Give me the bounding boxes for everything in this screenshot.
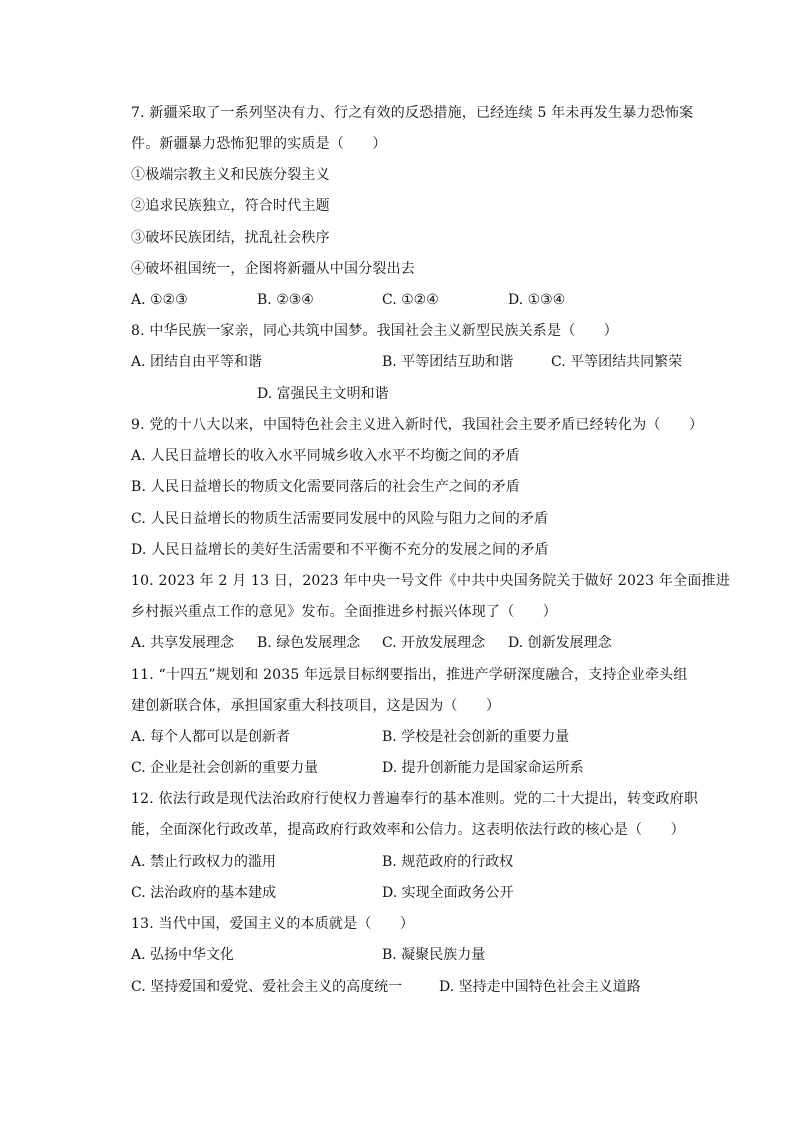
q11-option-d: D. 提升创新能力是国家命运所系 xyxy=(382,760,584,776)
q12-option-d: D. 实现全面政务公开 xyxy=(382,885,514,901)
q9-option-c: C. 人民日益增长的物质生活需要同发展中的风险与阻力之间的矛盾 xyxy=(131,511,549,527)
q12-option-c: C. 法治政府的基本建成 xyxy=(131,885,277,901)
q10-stem-line-2: 乡村振兴重点工作的意见》发布。全面推进乡村振兴体现了（ ） xyxy=(131,604,557,620)
q10-stem-line-1: 10. 2023 年 2 月 13 日，2023 年中央一号文件《中共中央国务院关于做好 2023 年全面推进 xyxy=(131,573,730,589)
q7-item-1: ①极端宗教主义和民族分裂主义 xyxy=(131,167,330,183)
q7-item-4: ④破坏祖国统一，企图将新疆从中国分裂出去 xyxy=(131,261,415,277)
q12-option-b: B. 规范政府的行政权 xyxy=(382,854,514,870)
q13-stem: 13. 当代中国，爱国主义的本质就是（ ） xyxy=(131,916,415,932)
q7-stem-line-2: 件。新疆暴力恐怖犯罪的实质是（ ） xyxy=(131,136,387,152)
q10-option-d: D. 创新发展理念 xyxy=(508,635,612,651)
q8-option-c: C. 平等团结共同繁荣 xyxy=(551,354,683,370)
q13-option-a: A. 弘扬中华文化 xyxy=(131,947,235,963)
q11-stem-line-1: 11. “十四五”规划和 2035 年远景目标纲要指出，推进产学研深度融合，支持企业牵头组 xyxy=(131,667,688,683)
q7-option-a: A. ①②③ xyxy=(131,292,188,308)
q13-option-c: C. 坚持爱国和爱党、爱社会主义的高度统一 xyxy=(131,979,403,995)
q7-item-3: ③破坏民族团结，扰乱社会秩序 xyxy=(131,230,330,246)
q7-option-b: B. ②③④ xyxy=(257,292,314,308)
q11-stem-line-2: 建创新联合体，承担国家重大科技项目，这是因为（ ） xyxy=(131,698,501,714)
q9-option-b: B. 人民日益增长的物质文化需要同落后的社会生产之间的矛盾 xyxy=(131,479,520,495)
q12-option-a: A. 禁止行政权力的滥用 xyxy=(131,854,277,870)
q7-item-2: ②追求民族独立，符合时代主题 xyxy=(131,198,330,214)
q7-option-d: D. ①③④ xyxy=(508,292,566,308)
q12-stem-line-1: 12. 依法行政是现代法治政府行使权力普遍奉行的基本准则。党的二十大提出，转变政府职 xyxy=(131,791,699,807)
q8-option-b: B. 平等团结互助和谐 xyxy=(382,354,514,370)
q10-option-c: C. 开放发展理念 xyxy=(382,635,486,651)
q8-option-a: A. 团结自由平等和谐 xyxy=(131,354,263,370)
q12-stem-line-2: 能，全面深化行政改革，提高政府行政效率和公信力。这表明依法行政的核心是（ ） xyxy=(131,822,685,838)
q9-option-d: D. 人民日益增长的美好生活需要和不平衡不充分的发展之间的矛盾 xyxy=(131,542,549,558)
q13-option-b: B. 凝聚民族力量 xyxy=(382,947,486,963)
q11-option-a: A. 每个人都可以是创新者 xyxy=(131,729,291,745)
q13-option-d: D. 坚持走中国特色社会主义道路 xyxy=(439,979,641,995)
q10-option-a: A. 共享发展理念 xyxy=(131,635,235,651)
q10-option-b: B. 绿色发展理念 xyxy=(257,635,361,651)
q7-option-c: C. ①②④ xyxy=(382,292,439,308)
q11-option-b: B. 学校是社会创新的重要力量 xyxy=(382,729,570,745)
q9-stem: 9. 党的十八大以来，中国特色社会主义进入新时代，我国社会主要矛盾已经转化为（ ） xyxy=(131,417,704,433)
q9-option-a: A. 人民日益增长的收入水平同城乡收入水平不均衡之间的矛盾 xyxy=(131,448,520,464)
q11-option-c: C. 企业是社会创新的重要力量 xyxy=(131,760,319,776)
q8-stem: 8. 中华民族一家亲，同心共筑中国梦。我国社会主义新型民族关系是（ ） xyxy=(131,323,619,339)
q8-option-d: D. 富强民主文明和谐 xyxy=(257,386,389,402)
q7-stem-line-1: 7. 新疆采取了一系列坚决有力、行之有效的反恐措施，已经连续 5 年未再发生暴力恐怖案 xyxy=(131,105,694,121)
